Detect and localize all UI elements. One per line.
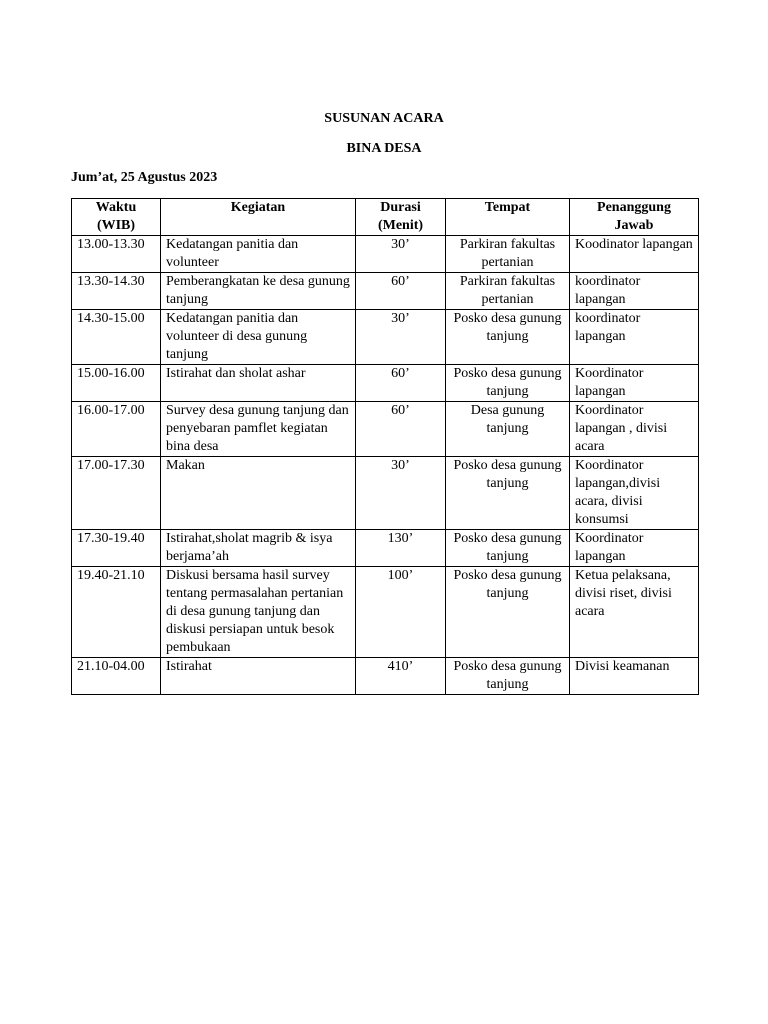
table-row <box>72 457 699 530</box>
cell-tempat: Posko desa gunung tanjung <box>446 310 570 365</box>
cell-tempat: Parkiran fakultas pertanian <box>446 236 570 273</box>
cell-tempat: Posko desa gunung tanjung <box>446 530 570 567</box>
table-row <box>72 273 699 310</box>
schedule-body <box>72 236 699 695</box>
cell-tempat: Desa gunung tanjung <box>446 402 570 457</box>
table-header-row <box>72 199 699 236</box>
cell-penanggung-jawab: Ketua pelaksana, divisi riset, divisi acara <box>570 567 699 658</box>
document-title: SUSUNAN ACARA <box>324 111 444 126</box>
document-subtitle: BINA DESA <box>346 141 422 156</box>
header-penanggung-jawab: Penanggung Jawab <box>570 199 699 236</box>
header-waktu: Waktu (WIB) <box>72 199 161 236</box>
table-row <box>72 530 699 567</box>
cell-tempat: Posko desa gunung tanjung <box>446 365 570 402</box>
cell-tempat: Posko desa gunung tanjung <box>446 567 570 658</box>
cell-kegiatan: Kedatangan panitia dan volunteer <box>161 236 356 273</box>
cell-tempat: Posko desa gunung tanjung <box>446 658 570 695</box>
cell-penanggung-jawab: Koordinator lapangan,divisi acara, divisi konsumsi <box>570 457 699 530</box>
cell-kegiatan: Diskusi bersama hasil survey tentang permasalahan pertanian di desa gunung tanjung dan diskusi persiapan untuk besok pembukaan <box>161 567 356 658</box>
cell-waktu: 13.30-14.30 <box>72 273 161 310</box>
table-row <box>72 310 699 365</box>
cell-waktu: 13.00-13.30 <box>72 236 161 273</box>
event-date: Jum’at, 25 Agustus 2023 <box>71 170 218 185</box>
schedule-table <box>71 198 699 695</box>
cell-tempat: Posko desa gunung tanjung <box>446 457 570 530</box>
table-row <box>72 402 699 457</box>
header-tempat: Tempat <box>446 199 570 236</box>
header-durasi: Durasi (Menit) <box>356 199 446 236</box>
table-row <box>72 658 699 695</box>
cell-penanggung-jawab: koordinator lapangan <box>570 310 699 365</box>
cell-kegiatan: Pemberangkatan ke desa gunung tanjung <box>161 273 356 310</box>
cell-penanggung-jawab: Koordinator lapangan <box>570 530 699 567</box>
table-row <box>72 567 699 658</box>
cell-durasi: 130’ <box>356 530 446 567</box>
cell-tempat: Parkiran fakultas pertanian <box>446 273 570 310</box>
cell-kegiatan: Kedatangan panitia dan volunteer di desa gunung tanjung <box>161 310 356 365</box>
cell-kegiatan: Istirahat,sholat magrib & isya berjama’ah <box>161 530 356 567</box>
cell-durasi: 100’ <box>356 567 446 658</box>
cell-penanggung-jawab: Divisi keamanan <box>570 658 699 695</box>
cell-durasi: 60’ <box>356 273 446 310</box>
cell-penanggung-jawab: Koordinator lapangan , divisi acara <box>570 402 699 457</box>
cell-waktu: 19.40-21.10 <box>72 567 161 658</box>
cell-penanggung-jawab: koordinator lapangan <box>570 273 699 310</box>
header-kegiatan: Kegiatan <box>161 199 356 236</box>
cell-waktu: 15.00-16.00 <box>72 365 161 402</box>
cell-kegiatan: Survey desa gunung tanjung dan penyebaran pamflet kegiatan bina desa <box>161 402 356 457</box>
cell-durasi: 410’ <box>356 658 446 695</box>
cell-waktu: 21.10-04.00 <box>72 658 161 695</box>
cell-waktu: 14.30-15.00 <box>72 310 161 365</box>
cell-durasi: 60’ <box>356 402 446 457</box>
cell-kegiatan: Makan <box>161 457 356 530</box>
cell-waktu: 17.00-17.30 <box>72 457 161 530</box>
cell-durasi: 30’ <box>356 457 446 530</box>
cell-durasi: 60’ <box>356 365 446 402</box>
cell-penanggung-jawab: Koordinator lapangan <box>570 365 699 402</box>
cell-waktu: 16.00-17.00 <box>72 402 161 457</box>
cell-kegiatan: Istirahat <box>161 658 356 695</box>
table-row <box>72 365 699 402</box>
cell-kegiatan: Istirahat dan sholat ashar <box>161 365 356 402</box>
cell-durasi: 30’ <box>356 236 446 273</box>
cell-penanggung-jawab: Koodinator lapangan <box>570 236 699 273</box>
cell-waktu: 17.30-19.40 <box>72 530 161 567</box>
cell-durasi: 30’ <box>356 310 446 365</box>
table-row <box>72 236 699 273</box>
